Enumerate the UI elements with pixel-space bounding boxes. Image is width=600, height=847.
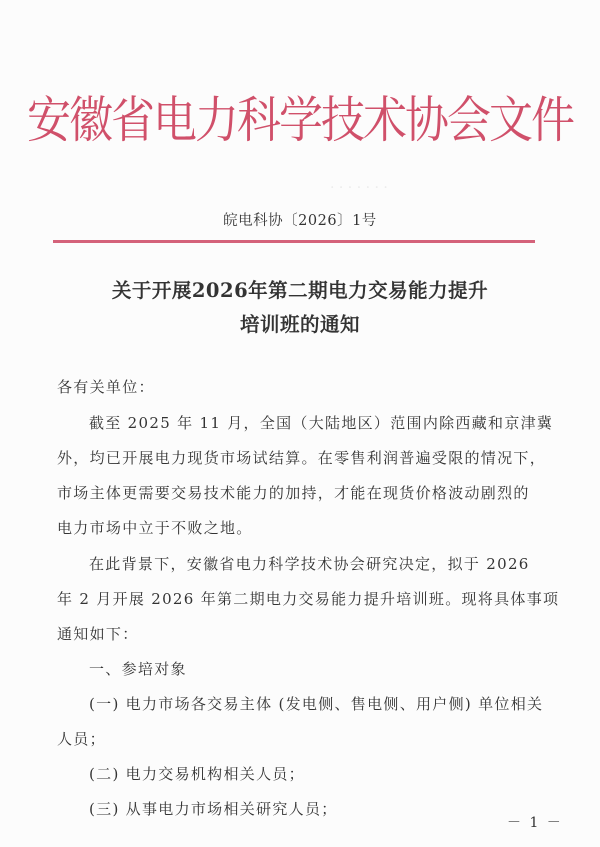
section-1-item-1: (一) 电力市场各交易主体 (发电侧、售电侧、用户侧) 单位相关 [89, 695, 544, 713]
document-number: 皖电科协〔2026〕1号 [223, 213, 377, 229]
paragraph-1-line-1: 截至 2025 年 11 月，全国（大陆地区）范围内除西藏和京津冀 [89, 414, 554, 432]
document-title [0, 274, 600, 342]
section-1-item-3: (三) 从事电力市场相关研究人员； [89, 800, 338, 818]
paragraph-1-line-3: 市场主体更需要交易技术能力的加持，才能在现货价格波动剧烈的 [57, 484, 530, 502]
page-number: － 1 － [507, 815, 563, 831]
paragraph-1-line-4: 电力市场中立于不败之地。 [57, 519, 253, 537]
paragraph-1-line-2: 外，均已开展电力现货市场试结算。在零售利润普遍受限的情况下， [57, 449, 547, 467]
paragraph-2-line-3: 通知如下： [57, 625, 139, 643]
org-header-title: 安徽省电力科学技术协会文件 [27, 92, 573, 150]
title-line-2: 培训班的通知 [239, 313, 360, 336]
title-line-1: 关于开展2026年第二期电力交易能力提升 [111, 279, 489, 302]
paragraph-2-line-1: 在此背景下，安徽省电力科学技术协会研究决定，拟于 2026 [89, 555, 530, 573]
section-1-heading: 一、参培对象 [89, 660, 187, 678]
salutation: 各有关单位： [57, 378, 155, 396]
section-1-item-2: (二) 电力交易机构相关人员； [89, 765, 305, 783]
red-divider-rule [53, 240, 535, 243]
bleed-through-text: · · · · · · · [330, 180, 388, 196]
section-1-item-1-cont: 人员； [57, 730, 106, 748]
paragraph-2-line-2: 年 2 月开展 2026 年第二期电力交易能力提升培训班。现将具体事项 [57, 590, 560, 608]
